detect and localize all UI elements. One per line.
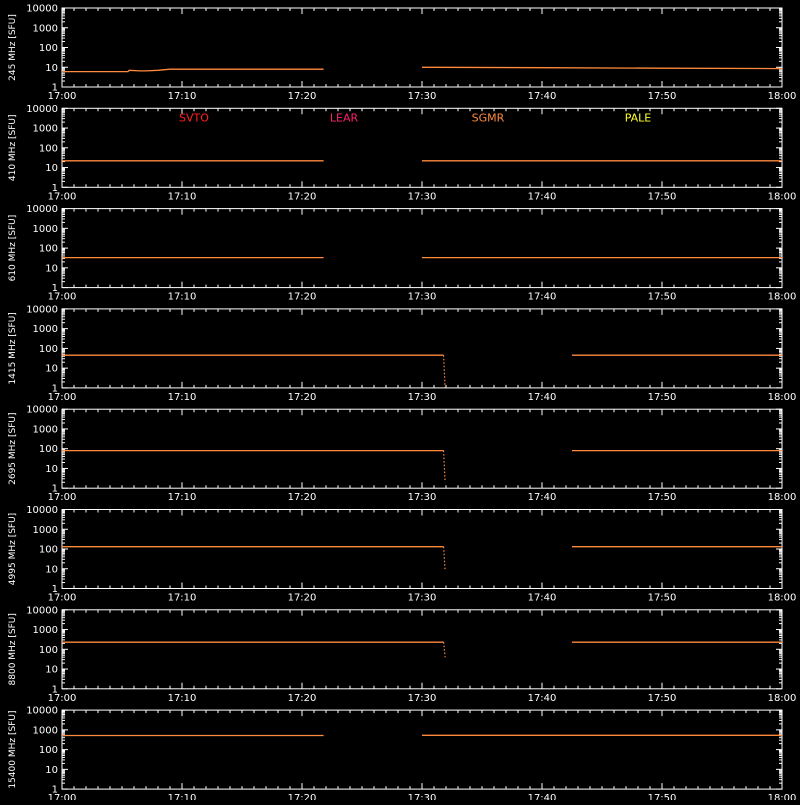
flux-series-segment xyxy=(422,67,782,68)
x-tick-label: 17:20 xyxy=(287,291,317,303)
x-tick-label: 17:20 xyxy=(287,592,317,604)
x-tick-label: 17:30 xyxy=(407,692,437,704)
x-tick-label: 17:30 xyxy=(407,793,437,800)
y-tick-label: 10000 xyxy=(26,705,58,717)
x-tick-label: 18:00 xyxy=(767,291,797,303)
panel-frame xyxy=(62,510,782,589)
frequency-axis-label: 15400 MHz [SFU] xyxy=(8,710,18,789)
x-tick-label: 17:00 xyxy=(47,91,77,102)
panel-frame xyxy=(62,710,782,789)
frequency-axis-label: 4995 MHz [SFU] xyxy=(8,512,18,586)
y-tick-label: 10000 xyxy=(26,204,58,216)
flux-dropout xyxy=(444,547,446,571)
y-tick-label: 1 xyxy=(51,283,58,295)
x-tick-label: 17:40 xyxy=(527,692,557,704)
y-tick-label: 10 xyxy=(45,363,58,375)
x-tick-label: 17:50 xyxy=(647,191,677,203)
y-tick-label: 1 xyxy=(51,784,58,796)
x-tick-label: 17:50 xyxy=(647,692,677,704)
frequency-axis-label: 245 MHz [SFU] xyxy=(8,14,18,81)
x-tick-label: 17:40 xyxy=(527,492,557,504)
y-tick-label: 100 xyxy=(38,143,58,155)
y-tick-label: 1000 xyxy=(32,223,58,235)
y-tick-label: 1000 xyxy=(32,123,58,135)
x-tick-label: 18:00 xyxy=(767,91,797,102)
y-tick-label: 1 xyxy=(51,82,58,94)
x-tick-label: 18:00 xyxy=(767,391,797,403)
y-tick-label: 10 xyxy=(45,163,58,175)
frequency-axis-label: 2695 MHz [SFU] xyxy=(8,412,18,485)
y-tick-label: 10 xyxy=(45,664,58,676)
x-tick-label: 18:00 xyxy=(767,592,797,604)
x-tick-label: 17:40 xyxy=(527,793,557,800)
x-tick-label: 17:10 xyxy=(167,291,197,303)
x-tick-label: 17:00 xyxy=(47,492,77,504)
x-tick-label: 17:30 xyxy=(407,592,437,604)
y-tick-label: 10000 xyxy=(26,505,58,516)
x-tick-label: 17:00 xyxy=(47,391,77,403)
x-tick-label: 17:00 xyxy=(47,592,77,604)
x-tick-label: 18:00 xyxy=(767,191,797,203)
x-tick-label: 17:50 xyxy=(647,492,677,504)
x-tick-label: 17:10 xyxy=(167,91,197,102)
y-tick-label: 1000 xyxy=(32,424,58,436)
y-tick-label: 1000 xyxy=(32,324,58,336)
x-tick-label: 18:00 xyxy=(767,793,797,800)
flux-dropout xyxy=(444,642,446,657)
x-tick-label: 17:20 xyxy=(287,492,317,504)
y-tick-label: 100 xyxy=(38,243,58,255)
y-tick-label: 1 xyxy=(51,584,58,595)
panel-frame xyxy=(62,209,782,288)
y-tick-label: 1 xyxy=(51,483,58,495)
x-tick-label: 17:10 xyxy=(167,793,197,800)
x-tick-label: 17:20 xyxy=(287,191,317,203)
panel-frame xyxy=(62,108,782,187)
frequency-axis-label: 1415 MHz [SFU] xyxy=(8,312,18,385)
y-tick-label: 10000 xyxy=(26,605,58,617)
station-label: LEAR xyxy=(329,111,359,125)
x-tick-label: 17:30 xyxy=(407,291,437,303)
panel-frame xyxy=(62,8,782,87)
x-tick-label: 18:00 xyxy=(767,692,797,704)
x-tick-label: 17:20 xyxy=(287,692,317,704)
x-tick-label: 17:40 xyxy=(527,592,557,604)
y-tick-label: 100 xyxy=(38,644,58,656)
x-tick-label: 17:50 xyxy=(647,391,677,403)
frequency-axis-label: 610 MHz [SFU] xyxy=(8,214,18,282)
x-tick-label: 17:10 xyxy=(167,492,197,504)
frequency-axis-label: 8800 MHz [SFU] xyxy=(8,613,18,686)
y-tick-label: 10000 xyxy=(26,3,58,15)
panel-frame xyxy=(62,309,782,388)
x-tick-label: 17:50 xyxy=(647,793,677,800)
y-tick-label: 100 xyxy=(38,544,58,556)
y-tick-label: 100 xyxy=(38,343,58,355)
y-tick-label: 1000 xyxy=(32,725,58,737)
x-tick-label: 17:10 xyxy=(167,692,197,704)
y-tick-label: 100 xyxy=(38,444,58,456)
x-tick-label: 17:10 xyxy=(167,391,197,403)
flux-dropout xyxy=(444,355,446,388)
x-tick-label: 17:00 xyxy=(47,793,77,800)
y-tick-label: 1000 xyxy=(32,524,58,536)
x-tick-label: 17:30 xyxy=(407,191,437,203)
x-tick-label: 18:00 xyxy=(767,492,797,504)
y-tick-label: 1000 xyxy=(32,23,58,35)
x-tick-label: 17:10 xyxy=(167,191,197,203)
station-label: PALE xyxy=(624,111,652,125)
y-tick-label: 1 xyxy=(51,182,58,194)
y-tick-label: 1000 xyxy=(32,625,58,637)
x-tick-label: 17:00 xyxy=(47,191,77,203)
frequency-axis-label: 410 MHz [SFU] xyxy=(8,114,18,182)
x-tick-label: 17:40 xyxy=(527,191,557,203)
y-tick-label: 10 xyxy=(45,564,58,576)
y-tick-label: 10000 xyxy=(26,404,58,416)
flux-series-segment xyxy=(62,69,324,71)
flux-dropout xyxy=(444,451,446,483)
x-tick-label: 17:00 xyxy=(47,291,77,303)
x-tick-label: 17:20 xyxy=(287,793,317,800)
x-tick-label: 17:40 xyxy=(527,391,557,403)
x-tick-label: 17:10 xyxy=(167,592,197,604)
x-tick-label: 17:20 xyxy=(287,391,317,403)
x-tick-label: 17:20 xyxy=(287,91,317,102)
y-tick-label: 10 xyxy=(45,62,58,74)
x-tick-label: 17:50 xyxy=(647,592,677,604)
station-label: SGMR xyxy=(471,111,505,125)
y-tick-label: 100 xyxy=(38,43,58,54)
y-tick-label: 10 xyxy=(45,463,58,475)
y-tick-label: 100 xyxy=(38,745,58,757)
x-tick-label: 17:50 xyxy=(647,291,677,303)
x-tick-label: 17:30 xyxy=(407,492,437,504)
y-tick-label: 10 xyxy=(45,263,58,275)
x-tick-label: 17:30 xyxy=(407,91,437,102)
x-tick-label: 17:40 xyxy=(527,91,557,102)
y-tick-label: 10 xyxy=(45,764,58,776)
x-tick-label: 17:50 xyxy=(647,91,677,102)
x-tick-label: 17:30 xyxy=(407,391,437,403)
x-tick-label: 17:00 xyxy=(47,692,77,704)
y-tick-label: 1 xyxy=(51,684,58,696)
panel-frame xyxy=(62,610,782,689)
y-tick-label: 1 xyxy=(51,383,58,395)
x-tick-label: 17:40 xyxy=(527,291,557,303)
panel-frame xyxy=(62,409,782,488)
y-tick-label: 10000 xyxy=(26,304,58,316)
y-tick-label: 10000 xyxy=(26,103,58,115)
station-label: SVTO xyxy=(179,111,209,125)
